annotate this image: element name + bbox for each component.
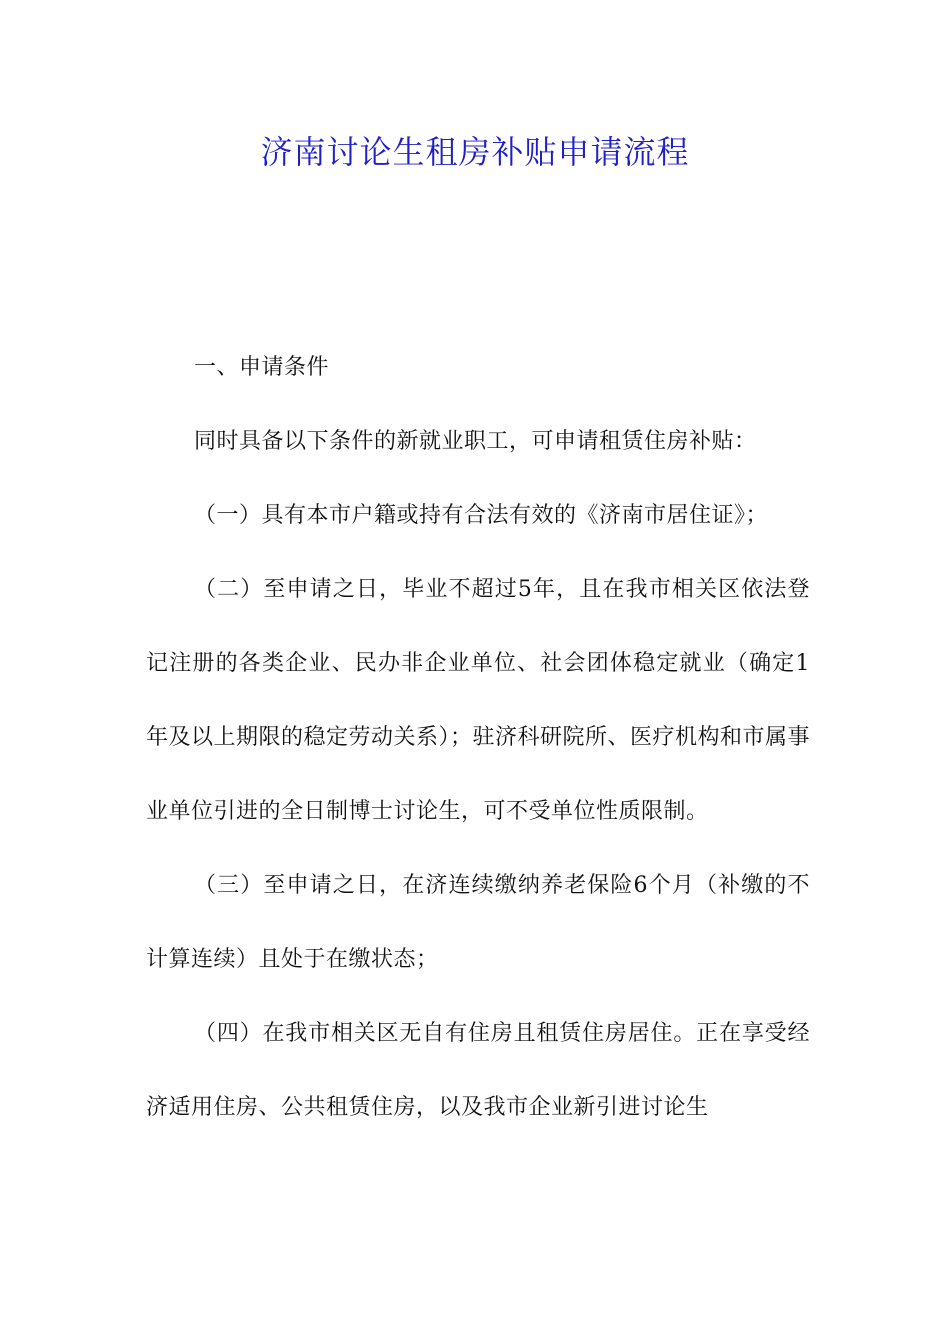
condition-item: （三）至申请之日，在济连续缴纳养老保险6个月（补缴的不计算连续）且处于在缴状态； <box>146 873 810 972</box>
section-heading: 一、申请条件 <box>194 355 330 380</box>
condition-item: （二）至申请之日，毕业不超过5年，且在我市相关区依法登记注册的各类企业、民办非企业单位、社会团体稳定就业（确定1年及以上期限的稳定劳动关系）；驻济科研院所、医疗机构和市属事业单位引进的全日制博士讨论生，可不受单位性质限制。 <box>146 577 811 824</box>
paragraph: 同时具备以下条件的新就业职工，可申请租赁住房补贴： <box>194 429 757 454</box>
document-body <box>146 331 810 1145</box>
condition-item: （四）在我市相关区无自有住房且租赁住房居住。正在享受经济适用住房、公共租赁住房，以及我市企业新引进讨论生 <box>146 1021 810 1120</box>
condition-item: （一）具有本市户籍或持有合法有效的《济南市居住证》； <box>194 503 769 528</box>
document-title: 济南讨论生租房补贴申请流程 <box>260 133 690 171</box>
